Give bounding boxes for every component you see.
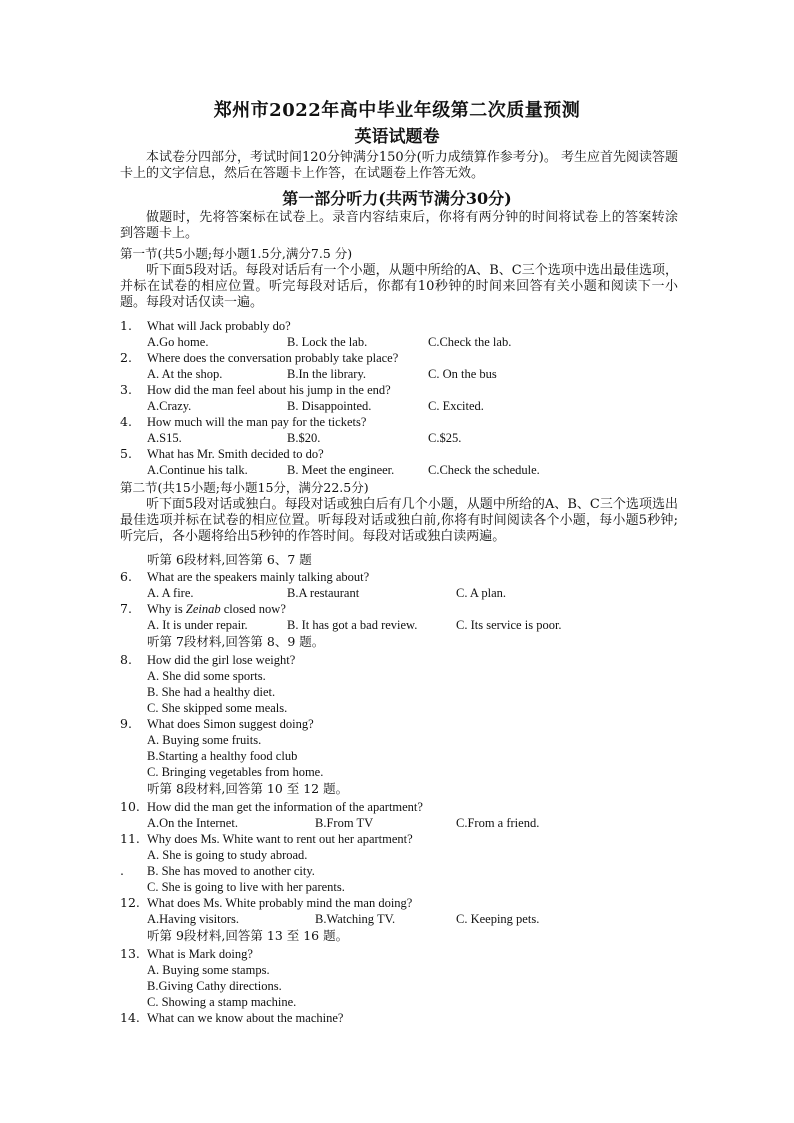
question-number: 6. (120, 569, 132, 584)
question-text: What will Jack probably do? (147, 319, 291, 333)
question-number: 10. (120, 799, 140, 814)
question-text: How did the man feel about his jump in the end? (147, 383, 391, 397)
stray-dot: . (120, 863, 124, 878)
question-number: 4. (120, 414, 132, 429)
option-c: C. Showing a stamp machine. (147, 995, 297, 1009)
option-b: B.In the library. (287, 367, 367, 381)
material-heading: 听第 8段材料,回答第 10 至 12 题。 (147, 781, 349, 796)
question-text: Why does Ms. White want to rent out her apartment? (147, 832, 413, 846)
option-c: C.Check the lab. (428, 335, 512, 349)
question-number: 8. (120, 652, 132, 667)
question-number: 13. (120, 946, 140, 961)
option-b: B.A restaurant (287, 586, 360, 600)
option-a: A. Buying some stamps. (147, 963, 270, 977)
option-c: C. On the bus (428, 367, 497, 381)
material-heading: 听第 9段材料,回答第 13 至 16 题。 (147, 928, 349, 943)
option-c: C. A plan. (456, 586, 507, 600)
option-b: B.Giving Cathy directions. (147, 979, 282, 993)
exam-subtitle: 英语试题卷 (354, 127, 440, 147)
option-a: A.S15. (147, 431, 182, 445)
option-b: B. Disappointed. (287, 399, 372, 413)
question-text: Where does the conversation probably take place? (147, 351, 399, 365)
section2-instructions: 听下面5段对话或独白。每段对话或独白后有几个小题，从题中所给的A、B、C三个选项选出最佳选项并标在试卷的相应位置。听每段对话或独白前,你将有时间阅读各个小题，每小题5秒钟;听完后，各小题将给出5秒钟的作答时间。每段对话或独白读两遍。 (120, 497, 678, 544)
part1-title: 第一部分听力(共两节满分30分) (282, 189, 512, 208)
restaurant-name: Zeinab (185, 602, 221, 616)
intro-paragraph: 本试卷分四部分，考试时间120分钟满分150分(听力成绩算作参考分)。 考生应首先阅读答题卡上的文字信息，然后在答题卡上作答，在试题卷上作答无效。 (120, 150, 678, 181)
exam-title: 郑州市2022年高中毕业年级第二次质量预测 (213, 100, 581, 121)
question-number: 7. (120, 601, 132, 616)
option-a: A. It is under repair. (147, 618, 248, 632)
question-text: How much will the man pay for the tickets? (147, 415, 367, 429)
option-a: A. A fire. (147, 586, 194, 600)
question-number: 12. (120, 895, 140, 910)
option-a: A. Buying some fruits. (147, 733, 262, 747)
option-b: B.$20. (287, 431, 321, 445)
question-number: 2. (120, 350, 132, 365)
option-c: C. Its service is poor. (456, 618, 562, 632)
option-c: C.Check the schedule. (428, 463, 540, 477)
option-c: C. She skipped some meals. (147, 701, 288, 715)
part1-instructions: 做题时，先将答案标在试卷上。录音内容结束后，你将有两分钟的时间将试卷上的答案转涂到答题卡上。 (120, 210, 678, 241)
question-text-part: closed now? (220, 602, 286, 616)
option-a: A.Go home. (147, 335, 209, 349)
option-c: C.From a friend. (456, 816, 540, 830)
section1-instructions: 听下面5段对话。每段对话后有一个小题，从题中所给的A、B、C三个选项中选出最佳选项，并标在试卷的相应位置。听完每段对话后，你都有10秒钟的时间来回答有关小题和阅读下一小题。每段对话仅读一遍。 (120, 263, 678, 310)
question-text (147, 601, 286, 617)
question-number: 3. (120, 382, 132, 397)
option-c: C.$25. (428, 431, 462, 445)
question-text: How did the man get the information of the apartment? (147, 800, 423, 814)
question-text: What is Mark doing? (147, 947, 253, 961)
option-a: A.On the Internet. (147, 816, 238, 830)
option-c: C. She is going to live with her parents. (147, 880, 345, 894)
option-b: B.Starting a healthy food club (147, 749, 298, 763)
question-text: What has Mr. Smith decided to do? (147, 447, 324, 461)
material-heading: 听第 7段材料,回答第 8、9 题。 (147, 634, 325, 649)
option-c: C. Keeping pets. (456, 912, 540, 926)
option-a: A.Crazy. (147, 399, 192, 413)
section2-heading: 第二节(共15小题;每小题15分，满分22.5分) (120, 480, 369, 495)
option-a: A. She is going to study abroad. (147, 848, 308, 862)
question-text: What does Ms. White probably mind the man doing? (147, 896, 413, 910)
question-text: How did the girl lose weight? (147, 653, 296, 667)
option-c: C. Excited. (428, 399, 484, 413)
option-a: A. She did some sports. (147, 669, 266, 683)
question-number: 5. (120, 446, 132, 461)
option-c: C. Bringing vegetables from home. (147, 765, 324, 779)
question-text: What does Simon suggest doing? (147, 717, 314, 731)
option-b: B. It has got a bad review. (287, 618, 418, 632)
option-b: B. Lock the lab. (287, 335, 368, 349)
question-number: 11. (120, 831, 140, 846)
question-text-part: Why is (147, 602, 186, 616)
option-a: A.Having visitors. (147, 912, 240, 926)
question-text: What are the speakers mainly talking about? (147, 570, 370, 584)
option-b: B. Meet the engineer. (287, 463, 395, 477)
question-text: What can we know about the machine? (147, 1011, 344, 1025)
section1-heading: 第一节(共5小题;每小题1.5分,满分7.5 分) (120, 246, 353, 261)
option-a: A. At the shop. (147, 367, 223, 381)
option-b: B.From TV (315, 816, 374, 830)
question-number: 14. (120, 1010, 140, 1025)
option-b: B.Watching TV. (315, 912, 396, 926)
option-b: B. She has moved to another city. (147, 864, 315, 878)
question-number: 1. (120, 318, 132, 333)
option-a: A.Continue his talk. (147, 463, 248, 477)
material-heading: 听第 6段材料,回答第 6、7 题 (147, 552, 312, 567)
question-number: 9. (120, 716, 132, 731)
option-b: B. She had a healthy diet. (147, 685, 276, 699)
